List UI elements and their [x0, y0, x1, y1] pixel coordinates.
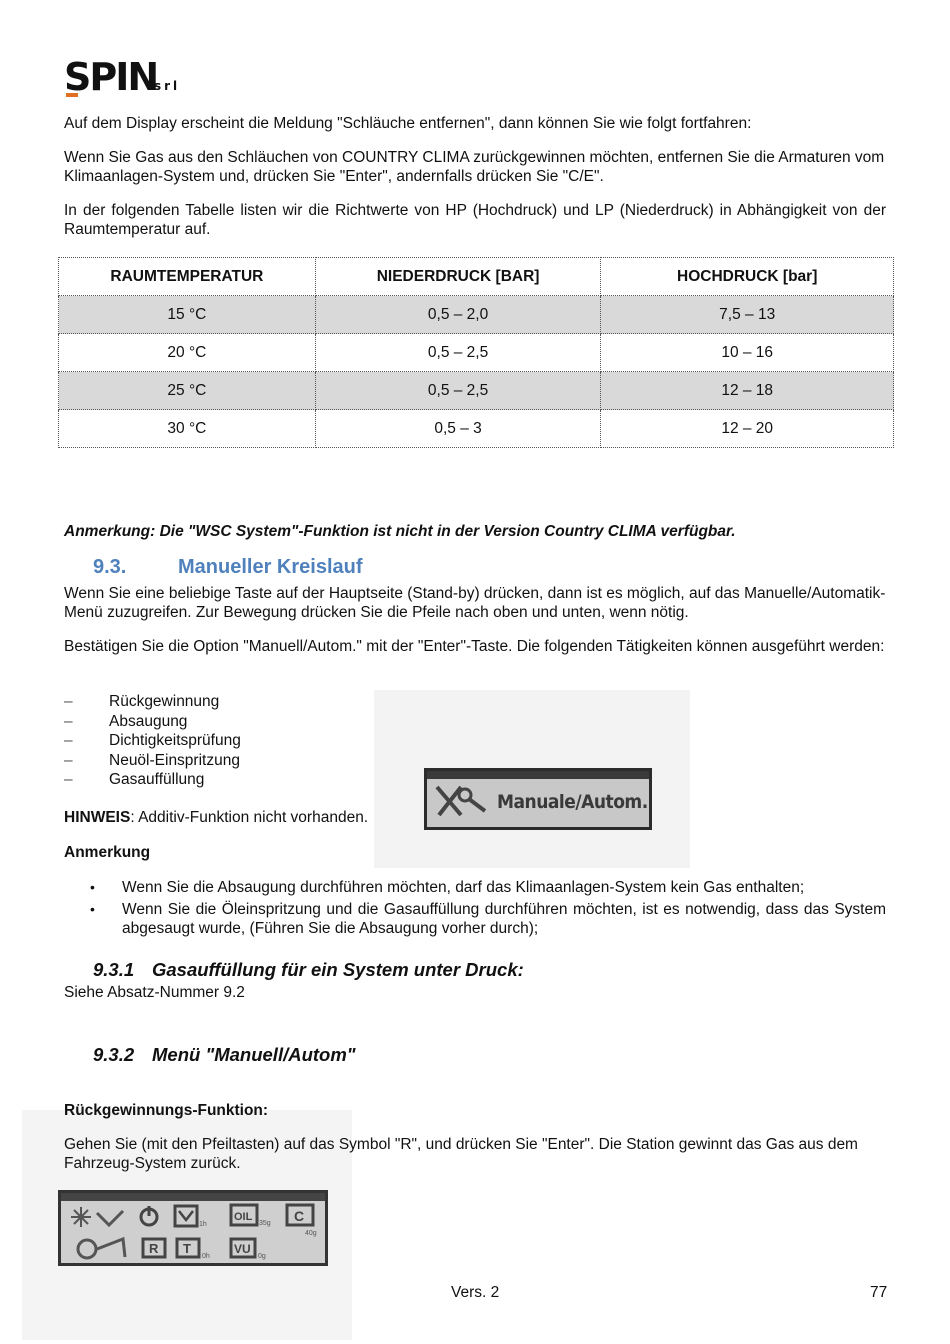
section-number: 9.3. [93, 556, 127, 578]
intro-paragraph-1: Auf dem Display erscheint die Meldung "Schläuche entfernen", dann können Sie wie folgt fortfahren: [64, 115, 752, 132]
hinweis-text: : Additiv-Funktion nicht vorhanden. [130, 809, 369, 826]
recovery-function-text: Gehen Sie (mit den Pfeiltasten) auf das Symbol "R", und drücken Sie "Enter". Die Station gewinnt das Gas aus dem Fahrzeug-System zurück. [64, 1136, 858, 1172]
lcd-icon-grid [61, 1201, 325, 1263]
table-cell: 12 – 18 [601, 372, 894, 410]
list-item: – Rückgewinnung [64, 693, 220, 710]
hinweis-note [64, 808, 368, 827]
table-cell: 10 – 16 [601, 334, 894, 372]
list-item: – Dichtigkeitsprüfung [64, 732, 241, 750]
svg-text:OIL: OIL [234, 1211, 253, 1223]
table-header-row [59, 258, 894, 296]
logo-suffix: srl [154, 79, 181, 93]
column-header: NIEDERDRUCK [BAR] [315, 258, 601, 296]
function-menu-lcd-image [58, 1190, 328, 1266]
svg-text:VU: VU [234, 1242, 251, 1256]
logo-text: SPIN [64, 55, 158, 99]
table-cell: 25 °C [59, 372, 316, 410]
svg-text:C: C [294, 1208, 305, 1224]
table-cell: 7,5 – 13 [601, 296, 894, 334]
hinweis-label: HINWEIS [64, 809, 131, 826]
vacuum-icon [175, 1206, 197, 1226]
table-cell: 12 – 20 [601, 410, 894, 448]
table-cell: 20 °C [59, 334, 316, 372]
anmerkung-label: Anmerkung [64, 844, 151, 861]
recovery-icon [143, 1239, 165, 1257]
section-93-paragraph-1: Wenn Sie eine beliebige Taste auf der Hauptseite (Stand-by) drücken, dann ist es möglich, auf das Manuelle/Automatik-Menü zuzugreifen. Zur Bewegung drücken Sie die Pfeile nach oben und unten, wenn nötig. [64, 585, 886, 621]
lcd-small-text: 35g [259, 1220, 271, 1227]
subsection-931-text: Siehe Absatz-Nummer 9.2 [64, 984, 245, 1001]
spin-logo-graphic [64, 52, 194, 106]
table-cell: 0,5 – 3 [315, 410, 601, 448]
table-row [59, 372, 894, 410]
snowflake-icon [71, 1207, 91, 1227]
leak-test-icon [177, 1239, 199, 1257]
lcd-label: Manuale/Autom. [497, 791, 648, 813]
subsection-number: 9.3.1 [93, 959, 135, 980]
wsc-note: Anmerkung: Die "WSC System"-Funktion ist nicht in der Version Country CLIMA verfügbar. [64, 523, 736, 540]
lcd-small-text: 1h [199, 1221, 207, 1228]
list-item: • Wenn Sie die Öleinspritzung und die Gasauffüllung durchführen möchten, ist es notwendig, dass das System abgesaugt wurde, (Führen Sie die Absaugung vorher durch); [90, 901, 886, 937]
column-header: RAUMTEMPERATUR [59, 258, 316, 296]
lcd-top-bar [427, 771, 649, 779]
lcd-small-text: 0g [258, 1253, 266, 1260]
table-cell: 0,5 – 2,5 [315, 334, 601, 372]
table-row [59, 410, 894, 448]
footer-version: Vers. 2 [451, 1284, 500, 1301]
subsection-number: 9.3.2 [93, 1044, 135, 1065]
page-number: 77 [870, 1284, 888, 1301]
intro-paragraph-3: In der folgenden Tabelle listen wir die Richtwerte von HP (Hochdruck) und LP (Niederdruck) in Abhängigkeit von der Raumtemperatur auf. [64, 202, 886, 238]
section-93-paragraph-2: Bestätigen Sie die Option "Manuell/Autom." mit der "Enter"-Taste. Die folgenden Tätigkeiten können ausgeführt werden: [64, 638, 885, 655]
table-cell: 30 °C [59, 410, 316, 448]
lcd-small-text: 40g [305, 1230, 317, 1237]
power-icon [141, 1206, 157, 1225]
lcd-top-bar [61, 1193, 325, 1201]
table-cell: 0,5 – 2,0 [315, 296, 601, 334]
spin-logo [64, 52, 194, 106]
car-icon [78, 1239, 125, 1258]
calibration-icon [287, 1205, 313, 1225]
recovery-function-label: Rückgewinnungs-Funktion: [64, 1102, 269, 1119]
tools-icon [431, 781, 493, 825]
table-cell: 0,5 – 2,5 [315, 372, 601, 410]
list-item: – Gasauffüllung [64, 771, 205, 789]
subsection-title: Gasauffüllung für ein System unter Druck: [152, 959, 524, 980]
table-row [59, 334, 894, 372]
activities-list [64, 692, 241, 790]
svg-text:T: T [183, 1241, 191, 1256]
table-cell: 15 °C [59, 296, 316, 334]
svg-text:R: R [149, 1241, 159, 1256]
section-title: Manueller Kreislauf [178, 556, 363, 578]
list-item: • Wenn Sie die Absaugung durchführen möchten, darf das Klimaanlagen-System kein Gas enthalten; [90, 879, 805, 896]
list-item: – Absaugung [64, 712, 188, 730]
lcd-small-text: 0h [202, 1253, 210, 1260]
table-row [59, 296, 894, 334]
subsection-title: Menü "Manuell/Autom" [152, 1044, 356, 1065]
arrow-icon [97, 1211, 123, 1225]
list-item: – Neuöl-Einspritzung [64, 751, 240, 769]
anmerkung-bullets [88, 878, 886, 941]
uv-icon [231, 1239, 255, 1257]
column-header: HOCHDRUCK [bar] [601, 258, 894, 296]
pressure-table [58, 257, 894, 448]
manual-auto-lcd-image [424, 768, 652, 830]
intro-paragraph-2: Wenn Sie Gas aus den Schläuchen von COUNTRY CLIMA zurückgewinnen möchten, entfernen Sie die Armaturen vom Klimaanlagen-System und, drücken Sie "Enter", andernfalls drücken Sie "C/E". [64, 149, 885, 185]
oil-icon [231, 1205, 257, 1225]
